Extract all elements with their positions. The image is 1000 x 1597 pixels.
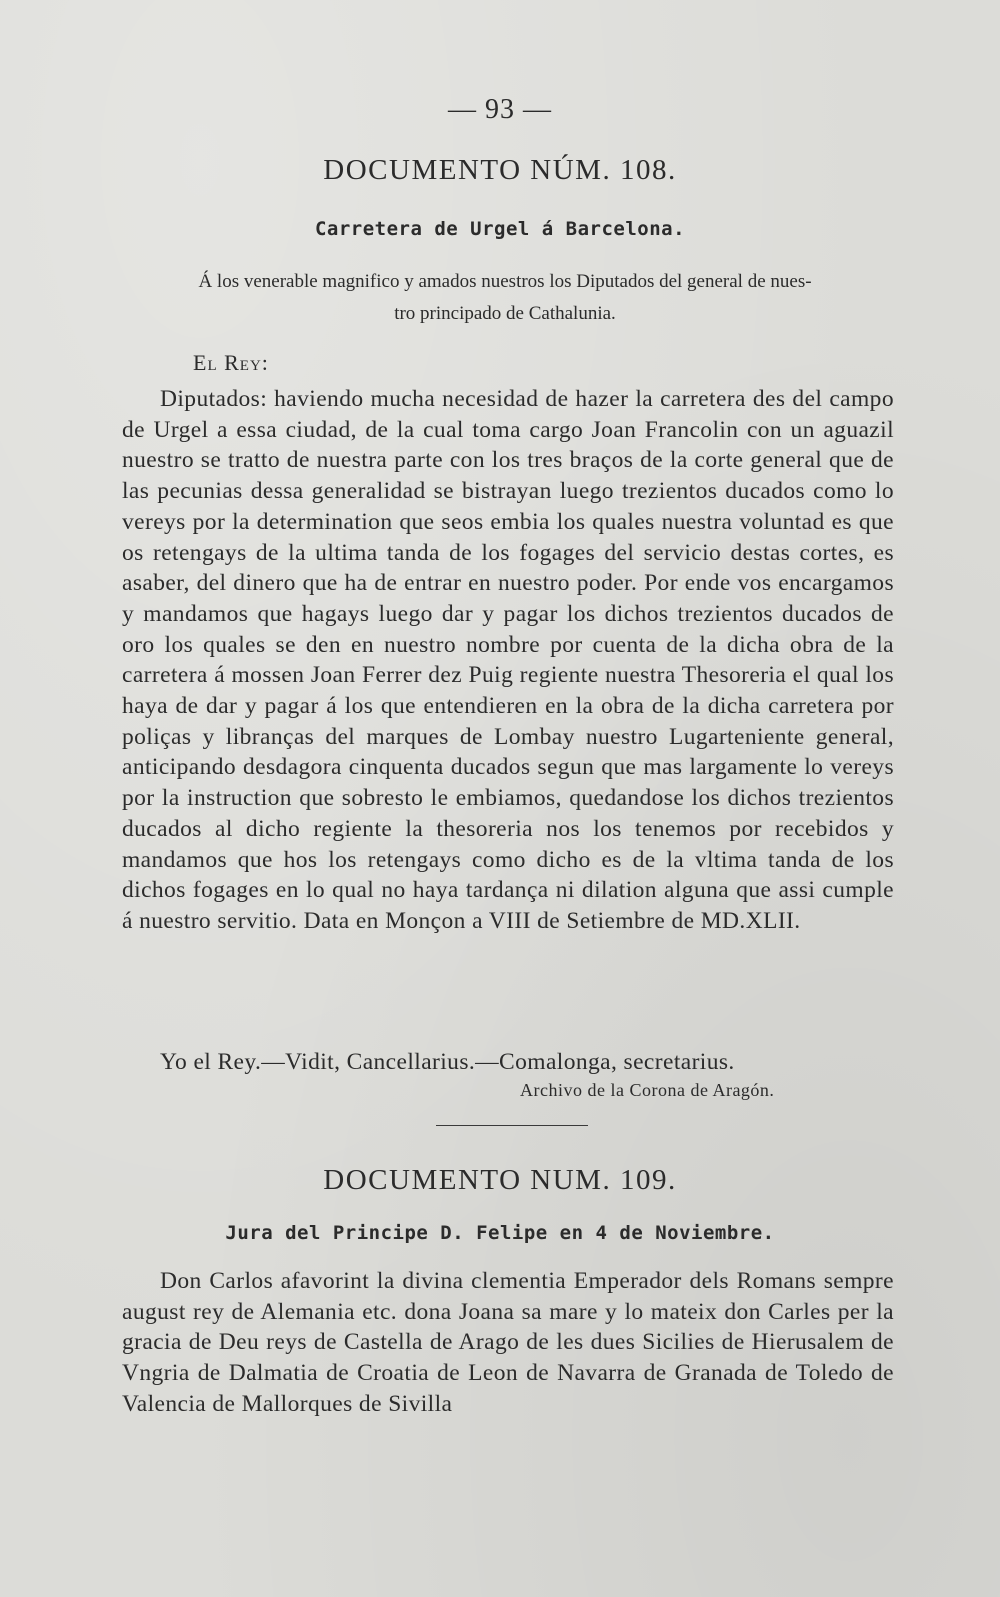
section-divider (436, 1125, 588, 1126)
document-108-signature: Yo el Rey.—Vidit, Cancellarius.—Comalonga, secretarius. (160, 1049, 735, 1075)
document-109-subtitle: Jura del Principe D. Felipe en 4 de Noviembre. (225, 1222, 775, 1244)
document-108-subtitle: Carretera de Urgel á Barcelona. (314, 218, 686, 240)
document-108-archive-note: Archivo de la Corona de Aragón. (520, 1080, 775, 1100)
document-108-title: DOCUMENTO NÚM. 108. (323, 154, 677, 186)
document-108-address (120, 266, 890, 330)
address-line-1: Á los venerable magnifico y amados nuestros los Diputados del general de nues- (198, 271, 812, 292)
document-109-body (122, 1266, 894, 1420)
page-number: — 93 — (448, 94, 552, 125)
document-108-body-paragraph: Diputados: haviendo mucha necesidad de hazer la carretera des del campo de Urgel a essa ciudad, de la cual toma cargo Joan Francolin con un aguazil nuestro se tratto de nuestra parte con los tres braços de la corte general que de las pecunias dessa generalidad se bistrayan luego trezientos ducados como lo vereys por la determination que seos embia los quales nuestra voluntad es que os retengays de la ultima tanda de los fogages del servicio destas cortes, es asaber, del dinero que ha de entrar en nuestro poder. Por ende vos encargamos y mandamos que hagays luego dar y pagar los dichos trezientos ducados de oro los quales se den en nuestro nombre por cuenta de la dicha obra de la carretera á mossen Joan Ferrer dez Puig regiente nuestra Thesoreria el qual los haya de dar y pagar á los que entendieren en la obra de la dicha carretera por poliças y libranças del marques de Lombay nuestro Lugarteniente general, anticipando desdagora cinquenta ducados segun que mas largamente lo vereys por la instruction que sobresto le embiamos, quedandose los dichos trezientos ducados al dicho regiente la thesoreria nos los tenemos por recebidos y mandamos que hos los retengays como dicho es de la vltima tanda de los dichos fogages en lo qual no haya tardança ni dilation alguna que assi cumple á nuestro servitio. Data en Monçon a VIII de Setiembre de MD.XLII. (122, 386, 894, 934)
document-109-title: DOCUMENTO NUM. 109. (323, 1164, 677, 1196)
address-line-2: tro principado de Cathalunia. (394, 303, 616, 324)
document-108-salutation: El Rey: (193, 350, 269, 375)
document-109-body-paragraph: Don Carlos afavorint la divina clementia Emperador dels Romans sempre august rey de Alemania etc. dona Joana sa mare y lo mateix don Carles per la gracia de Deu reys de Castella de Arago de les dues Sicilies de Hierusalem de Vngria de Dalmatia de Croatia de Leon de Navarra de Granada de Toledo de Valencia de Mallorques de Sivilla (122, 1268, 894, 1417)
document-108-body (122, 384, 894, 937)
